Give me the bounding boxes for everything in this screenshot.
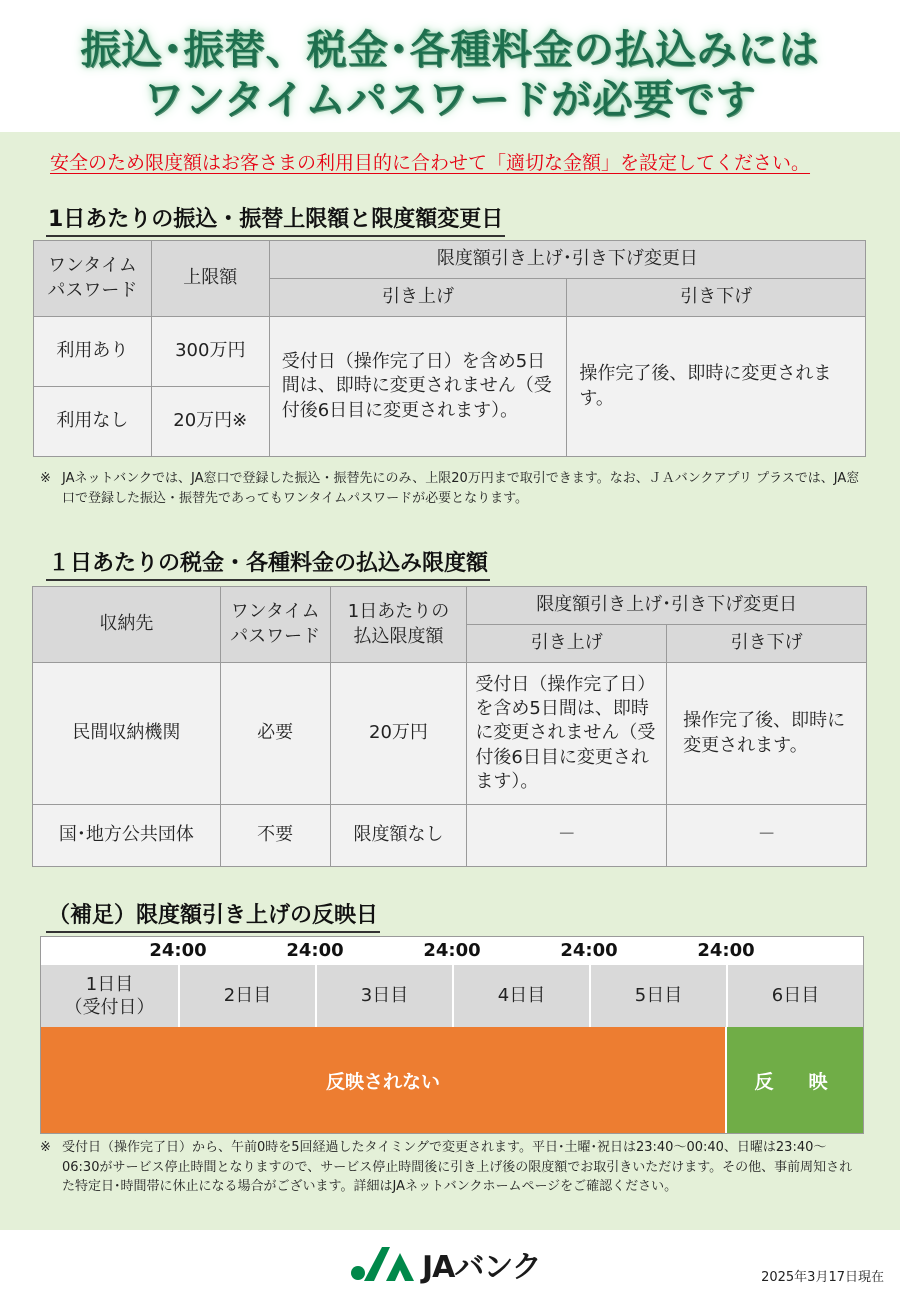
timeline-days [41, 965, 863, 1027]
day-2: 2日目 [178, 965, 315, 1027]
raise-dash: － [467, 805, 667, 867]
raise-description: 受付日（操作完了日）を含め5日間は、即時に変更されません（受付後6日目に変更されます）。 [467, 663, 667, 805]
note-mark: ※ [40, 1140, 51, 1155]
page-title-line1: 振込･振替、税金･各種料金の払込みには [80, 27, 820, 73]
note-mark: ※ [40, 471, 51, 486]
day-6: 6日目 [726, 965, 863, 1027]
as-of-date: 2025年3月17日現在 [761, 1270, 884, 1285]
raise-description: 受付日（操作完了日）を含め5日間は、即時に変更されません（受付後6日目に変更されます）。 [269, 317, 567, 457]
lower-description: 操作完了後、即時に変更されます。 [667, 663, 867, 805]
header-otp: ワンタイム パスワード [220, 587, 330, 663]
header-daily-limit: 1日あたりの 払込限度額 [330, 587, 467, 663]
ja-logo-icon [350, 1243, 416, 1285]
section3-heading: （補足）限度額引き上げの反映日 [46, 898, 380, 933]
limit-none: 限度額なし [330, 805, 467, 867]
row-otp-no: 利用なし [34, 387, 152, 457]
payee-public: 国･地方公共団体 [33, 805, 221, 867]
not-reflected-bar: 反映されない [41, 1027, 725, 1133]
otp-not-required: 不要 [220, 805, 330, 867]
payment-limit-table [32, 586, 867, 867]
day-5: 5日目 [589, 965, 726, 1027]
header-change-date: 限度額引き上げ･引き下げ変更日 [467, 587, 867, 625]
header-limit: 上限額 [151, 241, 269, 317]
time-marker: 24:00 [560, 940, 618, 961]
note-text: 受付日（操作完了日）から、午前0時を5回経過したタイミングで変更されます。平日･土曜･祝日は23:40～00:40、日曜は23:40～06:30がサービス停止時間となりますので、サービス停止時間後に引き上げ後の限度額でお取引きいただけます。その他、事前周知された特定日･時間帯に休止になる場合がございます。詳細はJAネットバンクホームページをご確認ください。 [62, 1140, 853, 1194]
otp-required: 必要 [220, 663, 330, 805]
day-1: 1日目 （受付日） [64, 973, 155, 1018]
section2-heading: １日あたりの税金・各種料金の払込み限度額 [46, 546, 490, 581]
day-4: 4日目 [452, 965, 589, 1027]
row-otp-yes: 利用あり [34, 317, 152, 387]
row-limit-300: 300万円 [151, 317, 269, 387]
time-marker: 24:00 [286, 940, 344, 961]
ja-bank-logo [350, 1243, 541, 1285]
payee-private: 民間収納機関 [33, 663, 221, 805]
time-marker: 24:00 [697, 940, 755, 961]
section3-note [40, 1138, 862, 1218]
note-text: JAネットバンクでは、JA窓口で登録した振込・振替先にのみ、上限20万円まで取引できます。なお、ＪＡバンクアプリ プラスでは、JA窓口で登録した振込・振替先であってもワンタイムパスワードが必要となります。 [62, 471, 860, 506]
header-raise: 引き上げ [269, 279, 567, 317]
section1-note [40, 469, 862, 513]
page-header [0, 0, 900, 132]
header-change-date: 限度額引き上げ･引き下げ変更日 [269, 241, 865, 279]
header-lower: 引き下げ [667, 625, 867, 663]
header-lower: 引き下げ [567, 279, 866, 317]
day-3: 3日目 [315, 965, 452, 1027]
reflected-bar: 反 映 [727, 1027, 863, 1133]
header-otp: ワンタイム パスワード [34, 241, 152, 317]
reflection-timeline [40, 936, 864, 1134]
header-payee: 収納先 [33, 587, 221, 663]
transfer-limit-table [33, 240, 866, 457]
time-marker: 24:00 [423, 940, 481, 961]
limit-20: 20万円 [330, 663, 467, 805]
row-limit-20: 20万円※ [151, 387, 269, 457]
header-raise: 引き上げ [467, 625, 667, 663]
lower-description: 操作完了後、即時に変更されます。 [567, 317, 866, 457]
lower-dash: － [667, 805, 867, 867]
warning-text: 安全のため限度額はお客さまの利用目的に合わせて「適切な金額」を設定してください。 [50, 152, 811, 174]
time-marker: 24:00 [149, 940, 207, 961]
logo-text: JAバンク [422, 1250, 541, 1285]
timeline-times [41, 937, 863, 965]
section1-heading: 1日あたりの振込・振替上限額と限度額変更日 [46, 202, 505, 237]
page-title-line2: ワンタイムパスワードが必要です [143, 77, 757, 123]
